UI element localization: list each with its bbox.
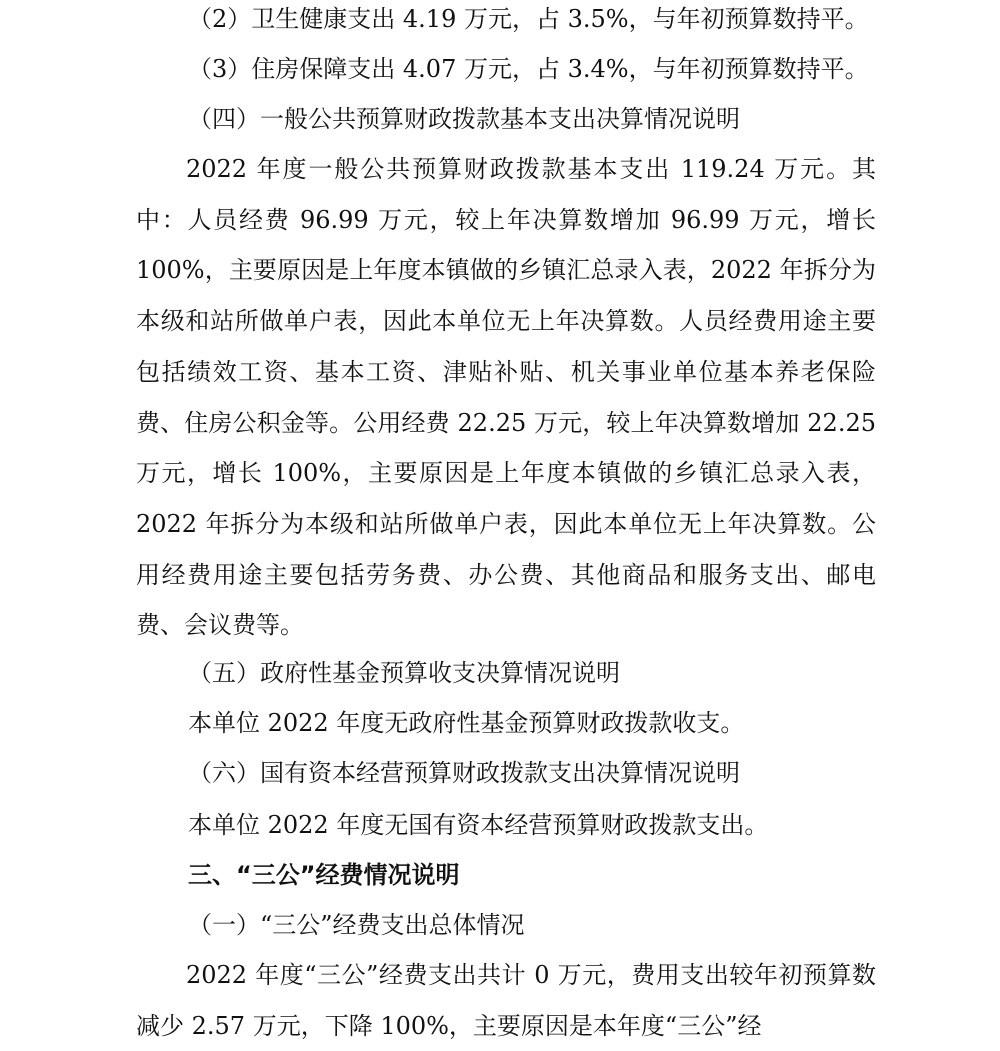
part-3-subsection-1-heading: （一）“三公”经费支出总体情况 <box>188 911 525 939</box>
part-3-body: 2022 年度“三公”经费支出共计 0 万元，费用支出较年初预算数减少 2.57 万元，下降 100%，主要原因是本年度“三公”经 <box>136 961 876 1040</box>
section-5-body: 本单位 2022 年度无政府性基金预算财政拨款收支。 <box>188 709 745 737</box>
section-4-body: 2022 年度一般公共预算财政拨款基本支出 119.24 万元。其中：人员经费 96.99 万元，较上年决算数增加 96.99 万元，增长 100%，主要原因是上年度本镇做的乡镇汇总录入表，2022 年拆分为本级和站所做单户表，因此本单位无上年决算数。人员经费用途主要包括绩效工资、基本工资、津贴补贴、机关事业单位基本养老保险费、住房公积金等。公用经费 22.25 万元，较上年决算数增加 22.25 万元，增长 100%，主要原因是上年度本镇做的乡镇汇总录入表，2022 年拆分为本级和站所做单户表，因此本单位无上年决算数。公用经费用途主要包括劳务费、办公费、其他商品和服务支出、邮电费、会议费等。 <box>136 155 876 640</box>
section-6-heading: （六）国有资本经营预算财政拨款支出决算情况说明 <box>188 759 740 787</box>
health-expenditure-line: （2）卫生健康支出 4.19 万元，占 3.5%，与年初预算数持平。 <box>188 5 869 33</box>
section-4-heading: （四）一般公共预算财政拨款基本支出决算情况说明 <box>188 105 740 133</box>
part-3-heading: 三、“三公”经费情况说明 <box>188 861 460 889</box>
housing-expenditure-line: （3）住房保障支出 4.07 万元，占 3.4%，与年初预算数持平。 <box>188 55 869 83</box>
section-5-heading: （五）政府性基金预算收支决算情况说明 <box>188 659 620 687</box>
section-6-body: 本单位 2022 年度无国有资本经营预算财政拨款支出。 <box>188 811 769 839</box>
